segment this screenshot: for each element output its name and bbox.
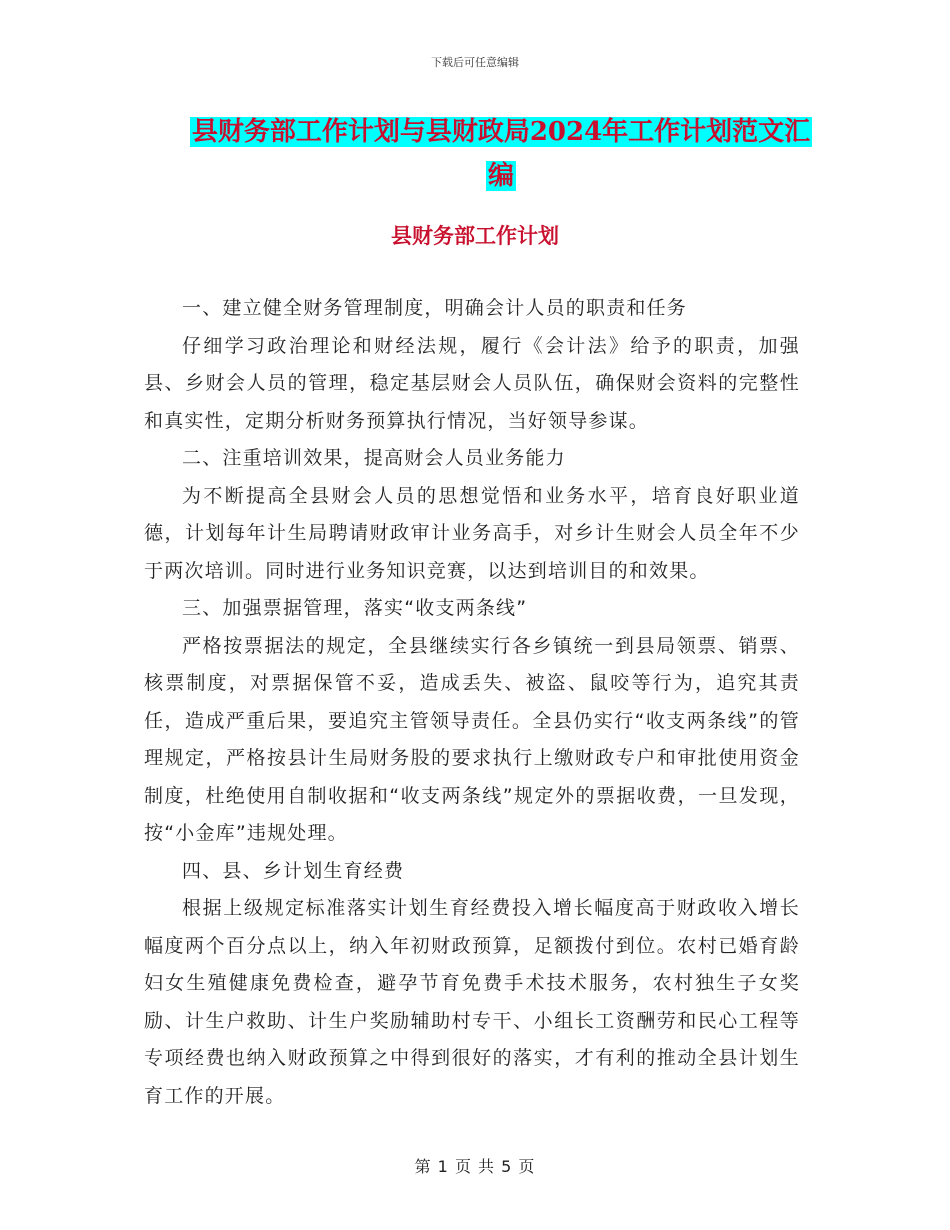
- heading-2: 二、注重培训效果，提高财会人员业务能力: [182, 447, 566, 469]
- header-note: 下载后可任意编辑: [431, 56, 519, 69]
- page-number: 第 1 页 共 5 页: [414, 1157, 536, 1176]
- paragraph-1: 仔细学习政治理论和财经法规，履行《会计法》给予的职责，加强县、乡财会人员的管理，稳定基层财会人员队伍，确保财会资料的完整性和真实性，定期分析财务预算执行情况，当好领导参谋。: [144, 334, 800, 432]
- document-title-line-2: 编: [487, 161, 514, 191]
- heading-4: 四、县、乡计划生育经费: [182, 859, 405, 882]
- paragraph-3: 严格按票据法的规定，全县继续实行各乡镇统一到县局领票、销票、核票制度，对票据保管不妥，造成丢失、被盗、鼠咬等行为，追究其责任，造成严重后果，要追究主管领导责任。全县仍实行“收支两条线”的管理规定，严格按县计生局财务股的要求执行上缴财政专户和审批使用资金制度，杜绝使用自制收据和“收支两条线”规定外的票据收费，一旦发现，按“小金库”违规处理。: [144, 634, 800, 844]
- heading-3: 三、加强票据管理，落实“收支两条线”: [182, 597, 528, 619]
- heading-1: 一、建立健全财务管理制度，明确会计人员的职责和任务: [182, 297, 688, 319]
- document-title: [186, 110, 816, 198]
- paragraph-4: 根据上级规定标准落实计划生育经费投入增长幅度高于财政收入增长幅度两个百分点以上，纳入年初财政预算，足额拨付到位。农村已婚育龄妇女生殖健康免费检查，避孕节育免费手术技术服务，农村独生子女奖励、计生户救助、计生户奖励辅助村专干、小组长工资酬劳和民心工程等专项经费也纳入财政预算之中得到很好的落实，才有利的推动全县计划生育工作的开展。: [144, 897, 800, 1107]
- paragraph-2: 为不断提高全县财会人员的思想觉悟和业务水平，培育良好职业道德，计划每年计生局聘请财政审计业务高手，对乡计生财会人员全年不少于两次培训。同时进行业务知识竞赛，以达到培训目的和效果。: [144, 484, 800, 582]
- document-title-line-1: 县财务部工作计划与县财政局2024年工作计划范文汇: [191, 117, 811, 147]
- document-body: [144, 290, 800, 1115]
- section-title: 县财务部工作计划: [391, 224, 559, 248]
